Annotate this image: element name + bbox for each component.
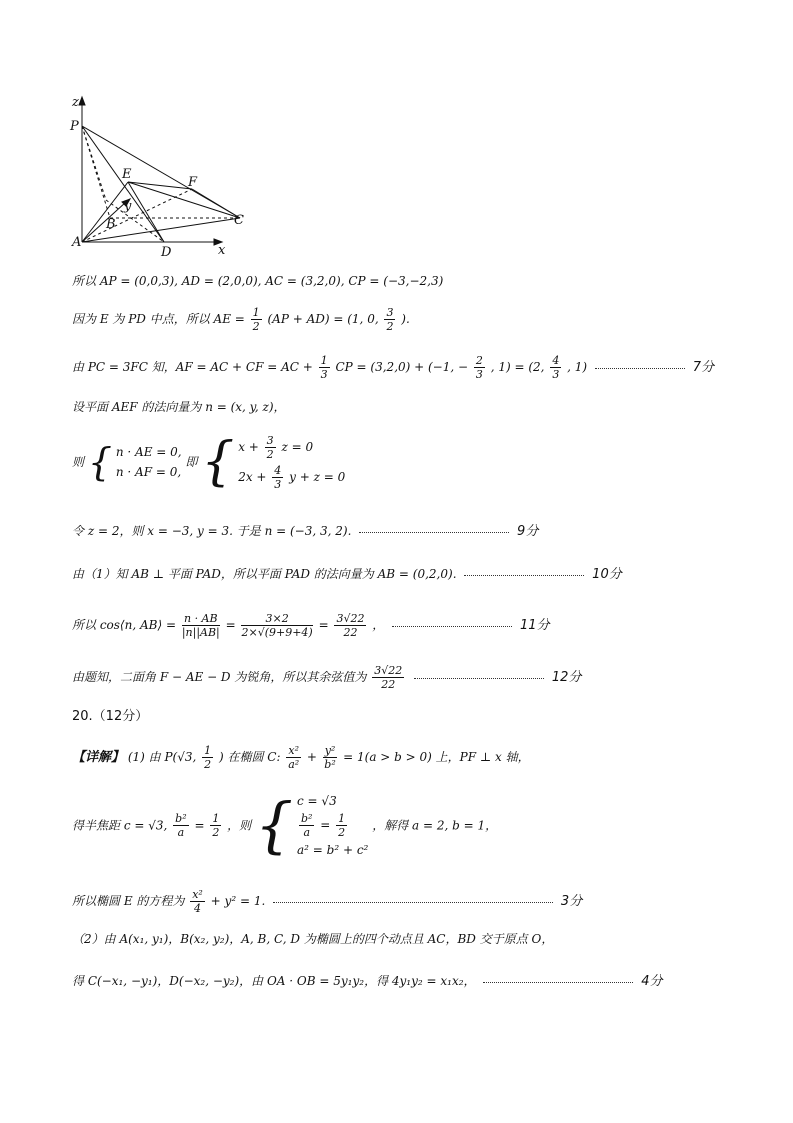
fraction: $\frac{3}{2}$	[386, 306, 394, 333]
dotted-leader	[595, 367, 685, 369]
part2-relation-line	[72, 972, 662, 991]
text: 所以 cos⟨n, AB⟩ =	[72, 618, 176, 632]
score-label: 12分	[551, 670, 582, 685]
dotted-leader	[464, 574, 584, 576]
label-x: x	[218, 243, 226, 258]
fraction: $\frac{1}{3}$	[320, 354, 328, 381]
text: 所以椭圆 E 的方程为	[72, 894, 185, 908]
text: 得半焦距 c = √3,	[72, 818, 168, 833]
score-label: 11分	[519, 618, 550, 633]
fraction: $\frac{2}{3}$	[475, 354, 483, 381]
text: 则	[72, 455, 85, 469]
normal-vector-line: 设平面 AEF 的法向量为 n = (x, y, z)，	[72, 400, 286, 414]
vector-coordinates-line: 所以 AP = (0,0,3), AD = (2,0,0), AC = (3,2,0), CP = (−3,−2,3)	[72, 274, 444, 288]
question-20-heading: 20.（12分）	[72, 709, 149, 724]
brace: {	[87, 440, 113, 484]
score-label: 7分	[692, 360, 715, 375]
text: ).	[401, 312, 410, 326]
text: (AP + AD) = (1, 0,	[267, 312, 379, 326]
fraction: $\frac{\text{x²}}{4}$	[192, 888, 203, 915]
dotted-leader	[414, 677, 544, 679]
dotted-leader	[273, 901, 553, 903]
dihedral-angle-line	[72, 664, 581, 691]
text: ) 在椭圆 C:	[218, 750, 281, 764]
part2-intro-line: （2）由 A(x₁, y₁)，B(x₂, y₂)，A, B, C, D 为椭圆上的四个动点且 AC，BD 交于原点 O，	[72, 932, 554, 946]
text: ，解得 a = 2, b = 1，	[372, 818, 498, 833]
midpoint-e-line	[72, 306, 410, 333]
score-label: 3分	[560, 894, 583, 909]
text: 得 C(−x₁, −y₁)，D(−x₂, −y₂)，由 OA · OB = 5y₁y₂，得 4y₁y₂ = x₁x₂，	[72, 974, 476, 988]
text: = 1(a > b > 0) 上，PF ⊥ x 轴，	[343, 750, 530, 764]
fraction: $\frac{3√22}{22}$	[336, 612, 365, 639]
fraction: $\frac{\text{y²}}{\text{b²}}$	[324, 744, 336, 771]
fraction: $\frac{1}{2}$	[204, 744, 212, 771]
text: (1) 由 P(√3,	[127, 750, 197, 764]
label-d: D	[161, 245, 172, 260]
fraction: $\frac{3√22}{22}$	[374, 664, 403, 691]
text: ，则	[227, 818, 252, 833]
score-label: 4分	[641, 974, 663, 989]
fraction: $\frac{\text{x²}}{\text{a²}}$	[288, 744, 300, 771]
brace: {	[255, 790, 294, 861]
label-a: A	[72, 235, 82, 250]
system-ellipse: c = √3 $\frac{\text{b²}}{a}$ = $\frac{1}{2}$ a² = b² + c²	[297, 794, 369, 857]
text: 【详解】	[72, 750, 125, 765]
label-c: C	[234, 213, 244, 228]
text: 由题知，二面角 F − AE − D 为锐角，所以其余弦值为	[72, 670, 367, 684]
equation-system-line	[72, 432, 345, 492]
text: , 1) = (2,	[490, 360, 545, 374]
fraction: $\frac{1}{2}$	[212, 812, 220, 839]
text: 令 z = 2，则 x = −3, y = 3. 于是 n = (−3, 3, 2).	[72, 524, 352, 538]
dotted-leader	[483, 981, 633, 983]
label-z: z	[72, 95, 79, 110]
text: , 1)	[567, 360, 588, 374]
fraction: $\frac{4}{3}$	[552, 354, 560, 381]
label-f: F	[188, 175, 198, 190]
system-left: n · AE = 0, n · AF = 0,	[115, 445, 182, 479]
plane-pad-normal-line	[72, 565, 622, 584]
label-b: B	[106, 217, 116, 232]
text: 即	[185, 455, 198, 469]
fraction: $\frac{1}{2}$	[252, 306, 260, 333]
text: 由 PC = 3FC 知，AF = AC + CF = AC +	[72, 360, 313, 374]
label-e: E	[122, 167, 132, 182]
score-label: 9分	[517, 524, 539, 539]
vector-af-line	[72, 354, 714, 381]
text: 由（1）知 AB ⊥ 平面 PAD，所以平面 PAD 的法向量为 AB = (0,2,0).	[72, 567, 457, 581]
dotted-leader	[359, 531, 509, 533]
fraction: $\frac{n \cdot AB}{|n||AB|}$	[181, 612, 220, 639]
text: 因为 E 为 PD 中点，所以 AE =	[72, 312, 245, 326]
fraction: $\frac{\text{b²}}{a}$	[175, 812, 187, 839]
ellipse-equation-line	[72, 888, 582, 915]
system-right: x + $\frac{3}{2}$ z = 0 2x + $\frac{4}{3}$ y + z = 0	[238, 434, 346, 491]
label-p: P	[70, 119, 79, 134]
dotted-leader	[392, 625, 512, 627]
cosine-line: 所以 cos⟨n, AB⟩ = $\frac{n \cdot AB}{|n||AB|}$ = $\frac{3\times 2}{2\times√(9+9+4)}$ = $\frac{3√22}{22}$ ， 11分	[72, 612, 550, 639]
ellipse-intro-line: 【详解】 (1) 由 P(√3, $\frac{1}{2}$ ) 在椭圆 C: $\frac{\text{x²}}{\text{a²}}$ + $\frac{\text{y²}}{\text{b²}}$ = 1(a > b > 0) 上，PF ⊥ x 轴，	[72, 744, 530, 771]
brace: {	[201, 432, 235, 492]
solution-n-line	[72, 522, 538, 541]
fraction: $\frac{3\times 2}{2\times√(9+9+4)}$	[241, 612, 313, 639]
pyramid-figure	[60, 92, 260, 262]
label-y: y	[124, 199, 132, 214]
score-label: 10分	[592, 567, 622, 582]
text: CP = (3,2,0) + (−1, −	[335, 360, 469, 374]
focal-distance-line: 得半焦距 c = √3, $\frac{\text{b²}}{a}$ = $\frac{1}{2}$ ，则 { c = √3 $\frac{\text{b²}}{a}$ = $\frac{1}{2}$ a² = b² + c² ，解得 a = 2, b = 1，	[72, 790, 498, 861]
text: + y² = 1.	[210, 894, 266, 908]
